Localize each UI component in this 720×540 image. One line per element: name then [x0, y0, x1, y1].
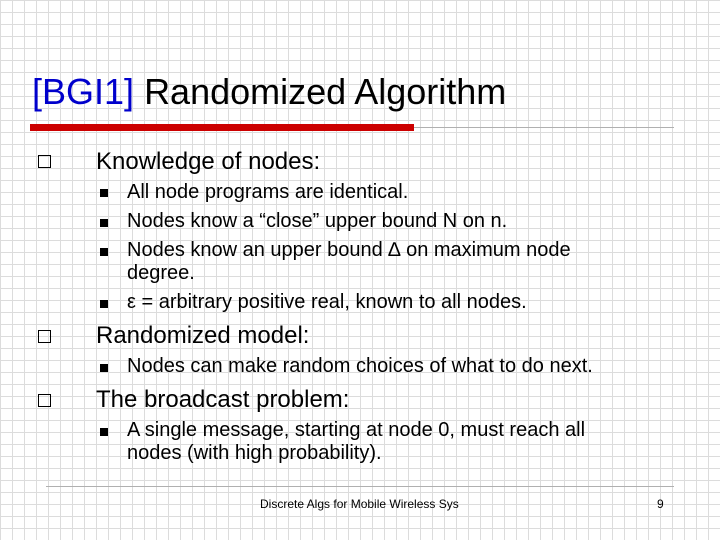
bullet-knowledge-of-nodes: Knowledge of nodes: [96, 148, 321, 175]
title-accent-bar [30, 124, 414, 131]
sub-bullet-upper-bound-n: Nodes know a “close” upper bound N on n. [127, 210, 508, 232]
sub-bullet-max-degree: Nodes know an upper bound ∆ on maximum node [127, 239, 571, 261]
filled-square-bullet-icon [100, 364, 108, 372]
sub-bullet-single-message-continued: nodes (with high probability). [127, 442, 382, 464]
filled-square-bullet-icon [100, 219, 108, 227]
title-text: Randomized Algorithm [144, 71, 507, 112]
sub-bullet-max-degree-continued: degree. [127, 262, 195, 284]
filled-square-bullet-icon [100, 248, 108, 256]
sub-bullet-epsilon: ε = arbitrary positive real, known to all nodes. [127, 291, 527, 313]
bullet-broadcast-problem: The broadcast problem: [96, 386, 350, 413]
filled-square-bullet-icon [100, 300, 108, 308]
slide-title [32, 71, 507, 112]
bullet-randomized-model: Randomized model: [96, 322, 310, 349]
sub-bullet-single-message: A single message, starting at node 0, must reach all [127, 419, 586, 441]
sub-bullet-random-choices: Nodes can make random choices of what to do next. [127, 355, 593, 377]
hollow-square-bullet-icon [38, 330, 51, 343]
filled-square-bullet-icon [100, 189, 108, 197]
page-number: 9 [657, 497, 664, 511]
hollow-square-bullet-icon [38, 394, 51, 407]
sub-bullet-identical-programs: All node programs are identical. [127, 181, 409, 203]
footer-divider [46, 486, 674, 487]
hollow-square-bullet-icon [38, 155, 51, 168]
footer-course-title: Discrete Algs for Mobile Wireless Sys [260, 497, 459, 511]
title-tag: [BGI1] [32, 71, 135, 112]
filled-square-bullet-icon [100, 428, 108, 436]
